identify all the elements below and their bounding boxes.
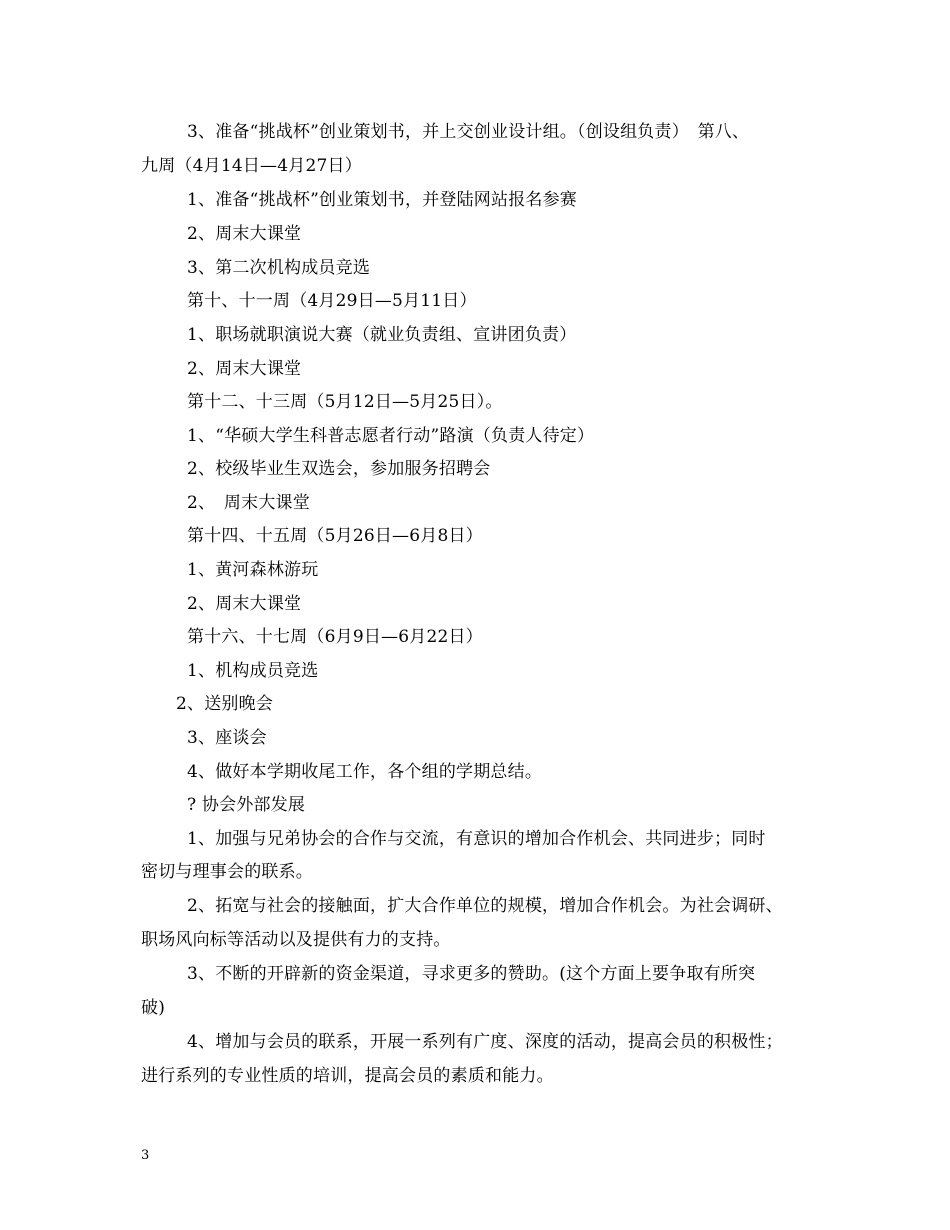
text-line: ? 协会外部发展 [187, 795, 306, 815]
text-line: 4、增加与会员的联系，开展一系列有广度、深度的活动，提高会员的积极性； [187, 1032, 783, 1052]
text-line: 职场风向标等活动以及提供有力的支持。 [141, 930, 451, 950]
text-line: 第十四、十五周（5月26日—6月8日） [187, 526, 483, 546]
text-line: 2、周末大课堂 [187, 359, 302, 379]
text-line: 2、 周末大课堂 [187, 493, 310, 513]
text-line: 九周（4月14日—4月27日） [141, 156, 362, 176]
text-line: 破) [141, 998, 166, 1018]
text-line: 3、不断的开辟新的资金渠道，寻求更多的赞助。(这个方面上要争取有所突 [187, 964, 756, 984]
text-line: 2、周末大课堂 [187, 224, 302, 244]
text-line: 1、黄河森林游玩 [187, 560, 319, 580]
text-line: 3、座谈会 [187, 728, 267, 748]
text-line: 1、职场就职演说大赛（就业负责组、宣讲团负责） [187, 325, 577, 345]
text-line: 4、做好本学期收尾工作，各个组的学期总结。 [187, 762, 543, 782]
text-line: 3、准备“挑战杯”创业策划书，并上交创业设计组。（创设组负责） 第八、 [187, 122, 750, 142]
text-line: 1、机构成员竞选 [187, 661, 319, 681]
text-line: 第十、十一周（4月29日—5月11日） [187, 291, 477, 311]
text-line: 2、送别晚会 [176, 694, 274, 714]
text-line: 第十二、十三周（5月12日—5月25日）。 [187, 392, 503, 412]
text-line: 进行系列的专业性质的培训，提高会员的素质和能力。 [141, 1066, 554, 1086]
text-line: 密切与理事会的联系。 [141, 862, 313, 882]
text-line: 2、拓宽与社会的接触面，扩大合作单位的规模，增加合作机会。为社会调研、 [187, 896, 783, 916]
text-line: 2、周末大课堂 [187, 594, 302, 614]
page-number: 3 [141, 1148, 150, 1163]
text-line: 1、“华硕大学生科普志愿者行动”路演（负责人待定） [187, 426, 595, 446]
text-line: 1、准备“挑战杯”创业策划书，并登陆网站报名参赛 [187, 190, 577, 210]
text-line: 3、第二次机构成员竞选 [187, 258, 371, 278]
text-line: 1、加强与兄弟协会的合作与交流，有意识的增加合作机会、共同进步；同时 [187, 829, 766, 849]
text-line: 第十六、十七周（6月9日—6月22日） [187, 627, 483, 647]
text-line: 2、校级毕业生双选会，参加服务招聘会 [187, 459, 491, 479]
